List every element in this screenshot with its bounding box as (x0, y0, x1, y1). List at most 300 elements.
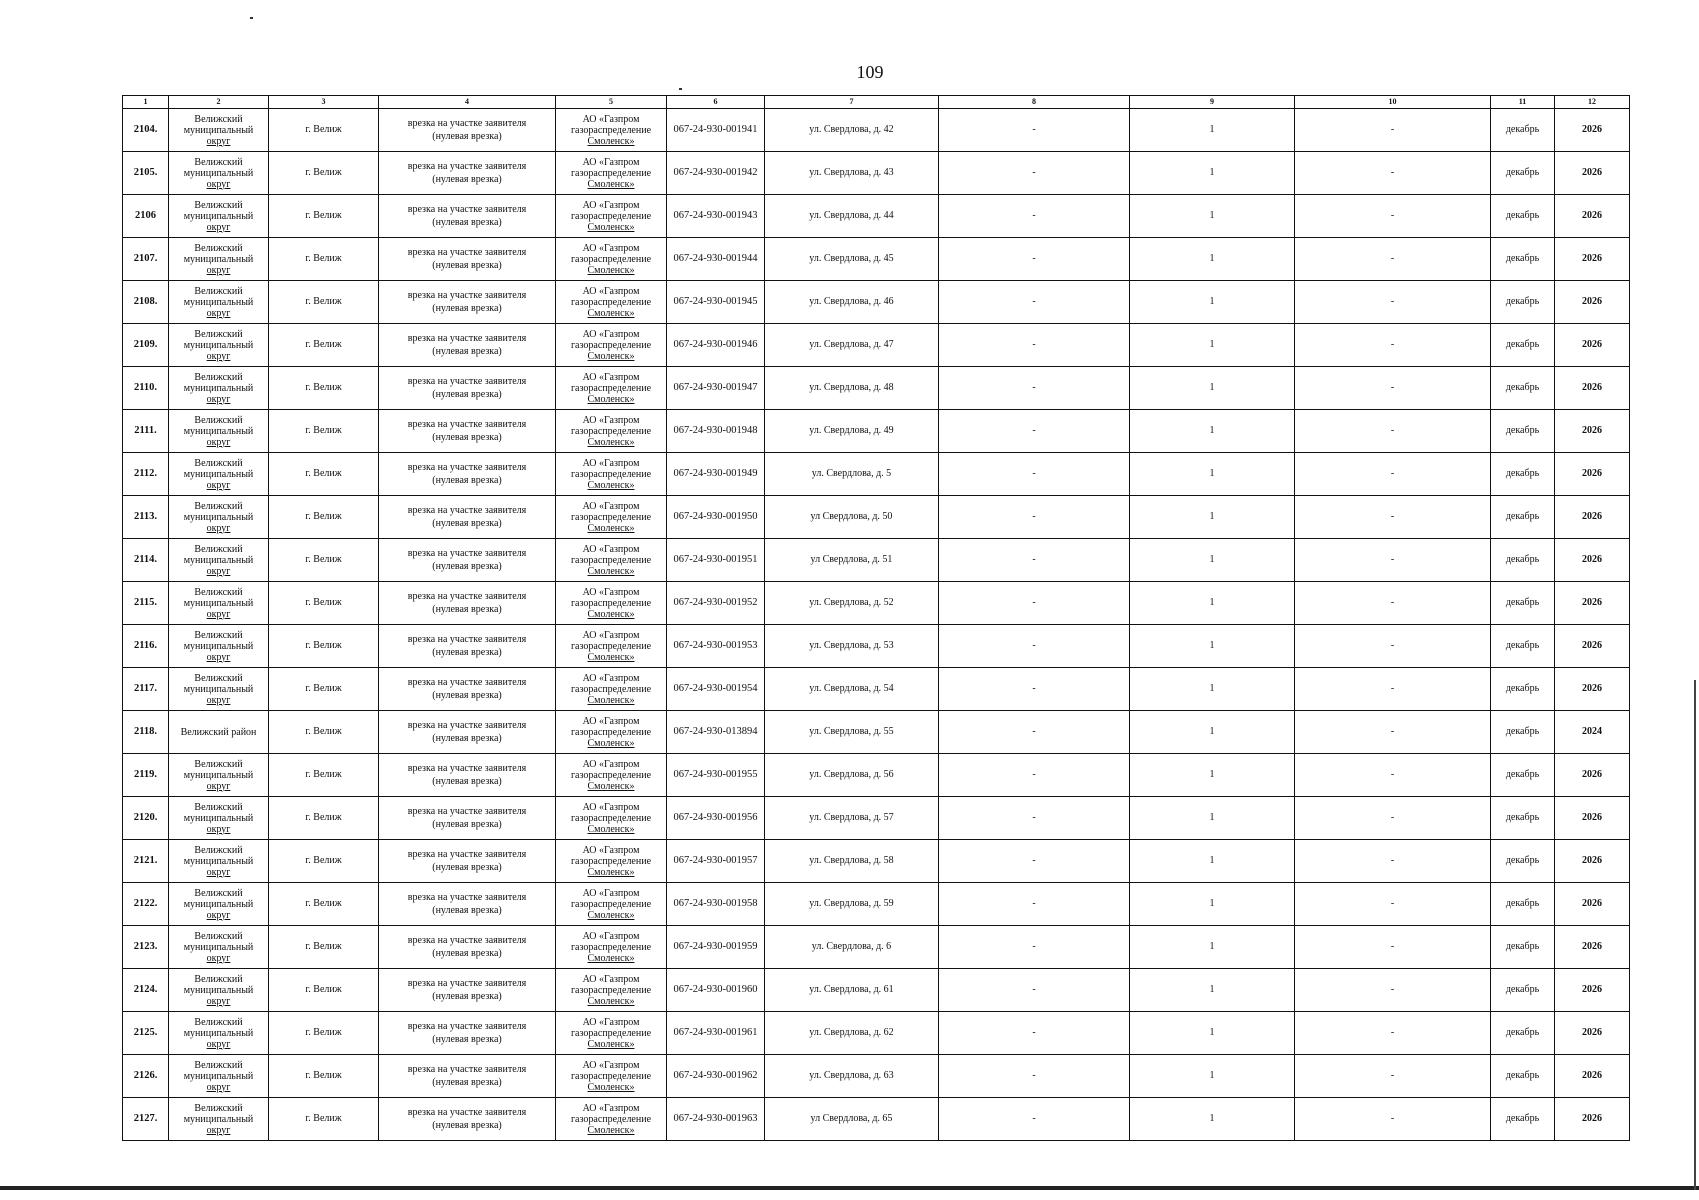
column-8-cell (939, 625, 1130, 668)
year-text: 2026 (1582, 425, 1602, 437)
city-cell (269, 453, 379, 496)
city-text: г. Велиж (305, 1027, 342, 1039)
column-9-value: 1 (1209, 210, 1215, 222)
okrug-cell (169, 367, 269, 410)
address-text: ул. Свердлова, д. 58 (809, 855, 894, 867)
city-cell (269, 754, 379, 797)
okrug-text: Велижский (194, 1102, 243, 1114)
month-text: декабрь (1505, 511, 1540, 523)
column-8-value: - (1032, 984, 1036, 996)
organization-text: Смоленск» (587, 1081, 635, 1093)
month-cell (1491, 754, 1555, 797)
connection-type-text: (нулевая врезка) (432, 561, 502, 572)
column-10-cell (1295, 410, 1491, 453)
organization-cell (556, 453, 667, 496)
row-number: 2118. (133, 725, 158, 737)
okrug-text: Велижский (194, 113, 243, 125)
connection-type-text: (нулевая врезка) (432, 905, 502, 916)
okrug-cell (169, 797, 269, 840)
column-header: 10 (1295, 96, 1491, 109)
city-text: г. Велиж (305, 683, 342, 695)
organization-text: АО «Газпром (582, 1102, 640, 1114)
organization-text: АО «Газпром (582, 586, 640, 598)
table-row (123, 711, 1630, 754)
address-cell (765, 367, 939, 410)
month-text: декабрь (1505, 812, 1540, 824)
okrug-text: округ (206, 1124, 231, 1136)
okrug-text: муниципальный (183, 941, 254, 953)
column-10-value: - (1390, 640, 1395, 652)
connection-type-text: врезка на участке заявителя (407, 117, 527, 129)
column-9-value: 1 (1209, 339, 1215, 351)
month-text: декабрь (1505, 898, 1540, 910)
month-cell (1491, 668, 1555, 711)
year-text: 2026 (1582, 1070, 1602, 1082)
organization-text: газораспределение (570, 769, 652, 781)
connection-type-text: (нулевая врезка) (432, 776, 502, 787)
year-cell (1555, 969, 1630, 1012)
column-8-cell (939, 1012, 1130, 1055)
object-code: 067-24-930-001944 (673, 252, 758, 264)
connection-type-cell (379, 840, 556, 883)
okrug-text: муниципальный (183, 382, 254, 394)
okrug-cell (169, 711, 269, 754)
column-10-value: - (1390, 1113, 1395, 1125)
month-cell (1491, 1098, 1555, 1141)
year-cell (1555, 754, 1630, 797)
connection-type-text: врезка на участке заявителя (407, 676, 527, 688)
column-8-cell (939, 797, 1130, 840)
row-number: 2122. (133, 897, 158, 909)
object-code: 067-24-930-001963 (673, 1112, 758, 1124)
address-text: ул Свердлова, д. 65 (810, 1113, 893, 1125)
column-header: 2 (169, 96, 269, 109)
month-cell (1491, 969, 1555, 1012)
okrug-text: муниципальный (183, 554, 254, 566)
table-row (123, 754, 1630, 797)
organization-cell (556, 754, 667, 797)
year-text: 2026 (1582, 124, 1602, 136)
okrug-text: округ (206, 350, 231, 362)
column-8-value: - (1032, 1027, 1036, 1039)
object-code: 067-24-930-001960 (673, 983, 758, 995)
scan-edge-line (1694, 680, 1696, 1190)
organization-text: Смоленск» (587, 952, 635, 964)
column-8-cell (939, 969, 1130, 1012)
row-number: 2124. (133, 983, 158, 995)
connection-type-cell (379, 496, 556, 539)
city-text: г. Велиж (305, 855, 342, 867)
year-cell (1555, 410, 1630, 453)
object-code: 067-24-930-001946 (673, 338, 758, 350)
city-cell (269, 410, 379, 453)
address-text: ул. Свердлова, д. 54 (809, 683, 894, 695)
connection-type-text: врезка на участке заявителя (407, 977, 527, 989)
organization-text: газораспределение (570, 425, 652, 437)
month-text: декабрь (1505, 124, 1540, 136)
connection-type-cell (379, 281, 556, 324)
okrug-text: Велижский (194, 199, 243, 211)
organization-text: газораспределение (570, 597, 652, 609)
connection-type-cell (379, 1012, 556, 1055)
row-number-cell (123, 926, 169, 969)
row-number-cell (123, 410, 169, 453)
okrug-cell (169, 582, 269, 625)
column-9-cell (1130, 152, 1295, 195)
okrug-text: Велижский (194, 629, 243, 641)
organization-text: АО «Газпром (582, 371, 640, 383)
organization-text: газораспределение (570, 1113, 652, 1125)
column-9-value: 1 (1209, 984, 1215, 996)
year-text: 2026 (1582, 511, 1602, 523)
row-number-cell (123, 582, 169, 625)
okrug-text: Велижский (194, 1059, 243, 1071)
city-cell (269, 926, 379, 969)
connection-type-cell (379, 1055, 556, 1098)
table-body (123, 109, 1630, 1141)
organization-cell (556, 539, 667, 582)
okrug-cell (169, 969, 269, 1012)
column-10-value: - (1390, 898, 1395, 910)
column-8-value: - (1032, 683, 1036, 695)
okrug-text: муниципальный (183, 812, 254, 824)
row-number: 2115. (133, 596, 158, 608)
address-cell (765, 840, 939, 883)
table-row (123, 109, 1630, 152)
column-9-value: 1 (1209, 726, 1215, 738)
column-9-cell (1130, 711, 1295, 754)
okrug-text: Велижский (194, 1016, 243, 1028)
address-cell (765, 539, 939, 582)
code-cell (667, 281, 765, 324)
organization-text: газораспределение (570, 683, 652, 695)
address-text: ул. Свердлова, д. 45 (809, 253, 894, 265)
okrug-text: муниципальный (183, 124, 254, 136)
row-number-cell (123, 754, 169, 797)
connection-type-text: (нулевая врезка) (432, 819, 502, 830)
address-text: ул. Свердлова, д. 53 (809, 640, 894, 652)
organization-cell (556, 109, 667, 152)
organization-text: Смоленск» (587, 350, 635, 362)
organization-cell (556, 1012, 667, 1055)
column-9-cell (1130, 754, 1295, 797)
code-cell (667, 324, 765, 367)
row-number-cell (123, 797, 169, 840)
object-code: 067-24-930-001950 (673, 510, 758, 522)
month-text: декабрь (1505, 683, 1540, 695)
okrug-text: округ (206, 823, 231, 835)
month-text: декабрь (1505, 1027, 1540, 1039)
okrug-text: Велижский (194, 758, 243, 770)
month-cell (1491, 410, 1555, 453)
okrug-cell (169, 238, 269, 281)
organization-cell (556, 668, 667, 711)
okrug-text: Велижский (194, 371, 243, 383)
organization-text: АО «Газпром (582, 887, 640, 899)
row-number: 2116. (133, 639, 158, 651)
okrug-text: муниципальный (183, 167, 254, 179)
object-code: 067-24-930-001962 (673, 1069, 758, 1081)
organization-cell (556, 324, 667, 367)
city-text: г. Велиж (305, 769, 342, 781)
connection-type-cell (379, 926, 556, 969)
column-10-cell (1295, 496, 1491, 539)
column-10-value: - (1390, 1070, 1395, 1082)
okrug-text: округ (206, 178, 231, 190)
column-header: 7 (765, 96, 939, 109)
table-row (123, 883, 1630, 926)
month-cell (1491, 926, 1555, 969)
column-8-value: - (1032, 597, 1036, 609)
organization-text: газораспределение (570, 167, 652, 179)
okrug-cell (169, 840, 269, 883)
column-9-cell (1130, 496, 1295, 539)
okrug-text: округ (206, 866, 231, 878)
column-8-cell (939, 582, 1130, 625)
okrug-text: муниципальный (183, 210, 254, 222)
organization-cell (556, 582, 667, 625)
okrug-cell (169, 152, 269, 195)
table-row (123, 926, 1630, 969)
row-number-cell (123, 109, 169, 152)
okrug-text: муниципальный (183, 597, 254, 609)
object-code: 067-24-930-001957 (673, 854, 758, 866)
column-10-value: - (1390, 941, 1395, 953)
row-number-cell (123, 711, 169, 754)
column-10-cell (1295, 539, 1491, 582)
object-code: 067-24-930-001948 (673, 424, 758, 436)
address-text: ул Свердлова, д. 50 (810, 511, 893, 523)
year-text: 2026 (1582, 984, 1602, 996)
column-9-cell (1130, 367, 1295, 410)
row-number: 2114. (133, 553, 158, 565)
okrug-text: округ (206, 608, 231, 620)
row-number-cell (123, 668, 169, 711)
column-8-cell (939, 668, 1130, 711)
okrug-text: муниципальный (183, 339, 254, 351)
organization-text: АО «Газпром (582, 973, 640, 985)
organization-cell (556, 1098, 667, 1141)
organization-text: Смоленск» (587, 522, 635, 534)
address-cell (765, 582, 939, 625)
year-cell (1555, 453, 1630, 496)
year-cell (1555, 367, 1630, 410)
year-cell (1555, 1098, 1630, 1141)
organization-text: газораспределение (570, 296, 652, 308)
column-8-value: - (1032, 898, 1036, 910)
connection-type-cell (379, 969, 556, 1012)
organization-text: Смоленск» (587, 995, 635, 1007)
column-8-value: - (1032, 726, 1036, 738)
organization-text: Смоленск» (587, 221, 635, 233)
connection-type-cell (379, 324, 556, 367)
column-9-value: 1 (1209, 382, 1215, 394)
column-8-value: - (1032, 253, 1036, 265)
code-cell (667, 969, 765, 1012)
okrug-text: округ (206, 952, 231, 964)
okrug-text: Велижский (194, 328, 243, 340)
organization-text: газораспределение (570, 468, 652, 480)
table-row (123, 496, 1630, 539)
object-code: 067-24-930-001951 (673, 553, 758, 565)
column-8-value: - (1032, 1070, 1036, 1082)
year-cell (1555, 711, 1630, 754)
okrug-text: муниципальный (183, 1113, 254, 1125)
column-header: 1 (123, 96, 169, 109)
month-cell (1491, 539, 1555, 582)
okrug-text: Велижский (194, 973, 243, 985)
okrug-text: округ (206, 522, 231, 534)
column-header: 12 (1555, 96, 1630, 109)
year-text: 2026 (1582, 597, 1602, 609)
address-cell (765, 453, 939, 496)
year-text: 2026 (1582, 812, 1602, 824)
organization-text: АО «Газпром (582, 930, 640, 942)
connection-type-text: врезка на участке заявителя (407, 934, 527, 946)
okrug-cell (169, 410, 269, 453)
address-cell (765, 496, 939, 539)
organization-cell (556, 926, 667, 969)
table-row (123, 840, 1630, 883)
column-10-value: - (1390, 167, 1395, 179)
row-number-cell (123, 1098, 169, 1141)
address-text: ул. Свердлова, д. 5 (811, 468, 892, 480)
column-10-cell (1295, 1098, 1491, 1141)
code-cell (667, 410, 765, 453)
object-code: 067-24-930-001961 (673, 1026, 758, 1038)
okrug-text: Велижский (194, 414, 243, 426)
organization-cell (556, 281, 667, 324)
column-10-cell (1295, 969, 1491, 1012)
connection-register-table (122, 95, 1630, 1141)
city-cell (269, 883, 379, 926)
year-text: 2026 (1582, 468, 1602, 480)
organization-text: АО «Газпром (582, 199, 640, 211)
organization-text: АО «Газпром (582, 672, 640, 684)
row-number: 2106 (135, 209, 156, 221)
address-text: ул. Свердлова, д. 49 (809, 425, 894, 437)
column-10-cell (1295, 453, 1491, 496)
column-9-value: 1 (1209, 640, 1215, 652)
code-cell (667, 367, 765, 410)
connection-type-text: (нулевая врезка) (432, 604, 502, 615)
column-9-cell (1130, 797, 1295, 840)
connection-type-cell (379, 410, 556, 453)
row-number-cell (123, 883, 169, 926)
row-number: 2120. (133, 811, 158, 823)
year-cell (1555, 625, 1630, 668)
organization-text: газораспределение (570, 640, 652, 652)
column-8-cell (939, 238, 1130, 281)
table-row (123, 152, 1630, 195)
year-text: 2026 (1582, 554, 1602, 566)
year-text: 2026 (1582, 253, 1602, 265)
connection-type-cell (379, 152, 556, 195)
column-10-value: - (1390, 425, 1395, 437)
city-cell (269, 281, 379, 324)
column-10-cell (1295, 281, 1491, 324)
object-code: 067-24-930-001955 (673, 768, 758, 780)
connection-type-text: (нулевая врезка) (432, 1120, 502, 1131)
year-text: 2026 (1582, 210, 1602, 222)
organization-text: АО «Газпром (582, 1059, 640, 1071)
organization-text: АО «Газпром (582, 500, 640, 512)
organization-text: газораспределение (570, 210, 652, 222)
table-row (123, 195, 1630, 238)
row-number: 2126. (133, 1069, 158, 1081)
connection-type-cell (379, 797, 556, 840)
city-cell (269, 840, 379, 883)
column-9-value: 1 (1209, 554, 1215, 566)
object-code: 067-24-930-001947 (673, 381, 758, 393)
organization-cell (556, 840, 667, 883)
column-header: 5 (556, 96, 667, 109)
column-10-value: - (1390, 683, 1395, 695)
organization-cell (556, 496, 667, 539)
column-9-cell (1130, 1055, 1295, 1098)
column-10-cell (1295, 754, 1491, 797)
row-number: 2119. (133, 768, 158, 780)
month-text: декабрь (1505, 726, 1540, 738)
scan-speck (679, 88, 682, 90)
organization-text: газораспределение (570, 554, 652, 566)
okrug-text: Велижский (194, 156, 243, 168)
address-text: ул. Свердлова, д. 56 (809, 769, 894, 781)
organization-text: АО «Газпром (582, 156, 640, 168)
organization-text: газораспределение (570, 382, 652, 394)
city-text: г. Велиж (305, 941, 342, 953)
year-text: 2026 (1582, 683, 1602, 695)
city-text: г. Велиж (305, 253, 342, 265)
organization-text: Смоленск» (587, 393, 635, 405)
address-cell (765, 711, 939, 754)
column-8-cell (939, 367, 1130, 410)
organization-text: газораспределение (570, 984, 652, 996)
address-cell (765, 1012, 939, 1055)
city-cell (269, 711, 379, 754)
organization-cell (556, 367, 667, 410)
column-8-cell (939, 1055, 1130, 1098)
connection-type-cell (379, 539, 556, 582)
column-8-value: - (1032, 1113, 1036, 1125)
column-8-value: - (1032, 941, 1036, 953)
city-cell (269, 1012, 379, 1055)
okrug-text: Велижский (194, 586, 243, 598)
city-text: г. Велиж (305, 554, 342, 566)
object-code: 067-24-930-001956 (673, 811, 758, 823)
organization-text: АО «Газпром (582, 715, 640, 727)
city-cell (269, 582, 379, 625)
city-text: г. Велиж (305, 339, 342, 351)
month-cell (1491, 625, 1555, 668)
okrug-text: Велижский (194, 801, 243, 813)
column-9-value: 1 (1209, 1113, 1215, 1125)
table-row (123, 797, 1630, 840)
okrug-text: округ (206, 995, 231, 1007)
connection-type-cell (379, 367, 556, 410)
column-8-cell (939, 840, 1130, 883)
okrug-text: муниципальный (183, 898, 254, 910)
okrug-text: Велижский (194, 672, 243, 684)
code-cell (667, 668, 765, 711)
organization-text: газораспределение (570, 1027, 652, 1039)
column-9-value: 1 (1209, 124, 1215, 136)
column-8-value: - (1032, 855, 1036, 867)
year-text: 2026 (1582, 1027, 1602, 1039)
city-text: г. Велиж (305, 425, 342, 437)
organization-text: АО «Газпром (582, 328, 640, 340)
connection-type-text: (нулевая врезка) (432, 346, 502, 357)
